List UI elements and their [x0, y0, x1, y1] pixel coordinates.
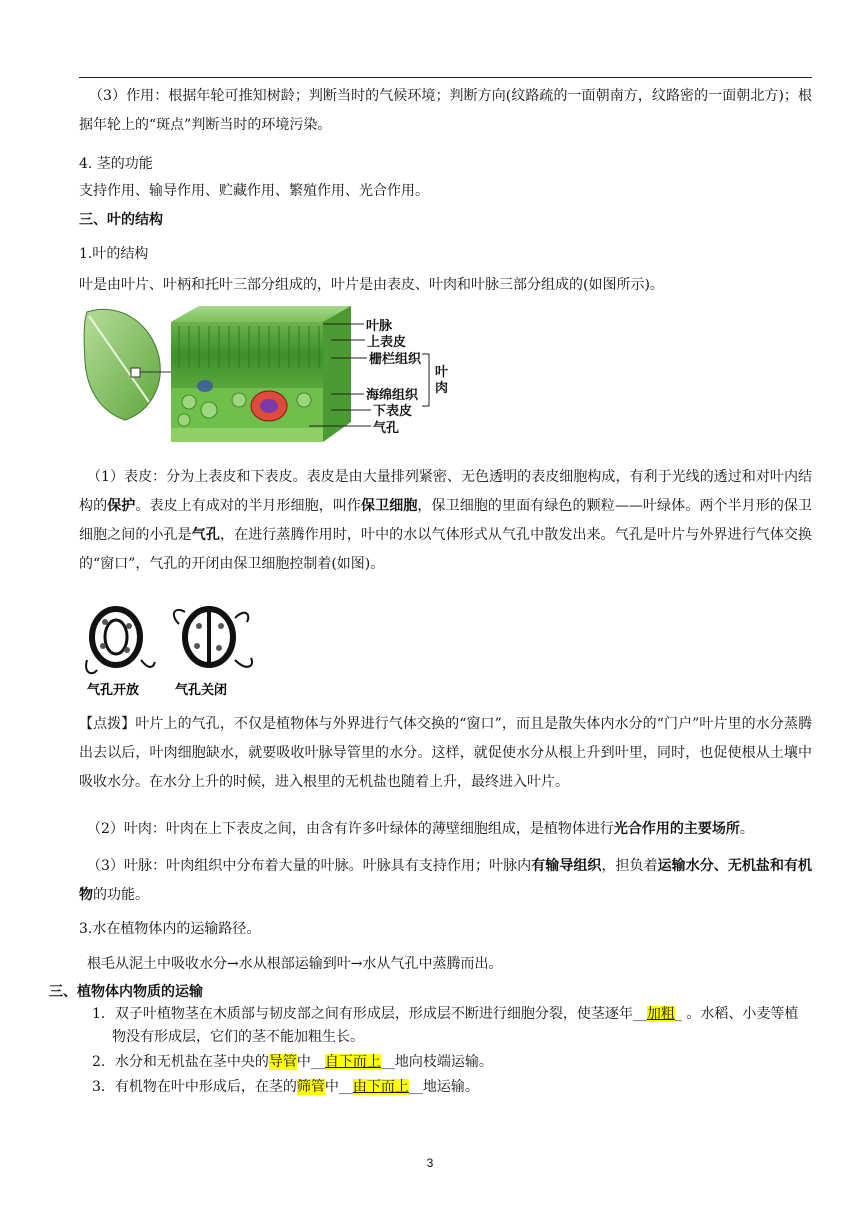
leaf-structure-intro: 叶是由叶片、叶柄和托叶三部分组成的，叶片是由表皮、叶肉和叶脉三部分组成的(如图所示)。	[79, 277, 664, 293]
answer-blank: 由下而上	[352, 1079, 409, 1095]
stem-usage-line1: （3）作用：根据年轮可推知树龄；判断当时的气候环境；判断方向(纹路疏的一面朝南方，纹路密的一面朝北方)；	[89, 88, 798, 104]
stoma-figure	[79, 600, 269, 700]
key-term: 筛管	[296, 1079, 325, 1095]
stem-function-text: 支持作用、输导作用、贮藏作用、繁殖作用、光合作用。	[79, 183, 429, 199]
label-palisade: 栅栏组织	[369, 352, 422, 367]
water-path-heading: 3.水在植物体内的运输路径。	[79, 921, 261, 937]
stoma-closed-icon	[174, 609, 252, 667]
answer-blank: 加粗	[646, 1006, 675, 1022]
label-spongy: 海绵组织	[366, 388, 419, 403]
page-number: 3	[426, 1156, 434, 1170]
stoma-closed-label: 气孔关闭	[175, 683, 228, 698]
arrow-icon: →	[350, 956, 363, 972]
water-path-text: 根毛从泥土中吸收水分→水从根部运输到叶→水从气孔中蒸腾而出。	[87, 956, 503, 972]
stoma-open-label: 气孔开放	[87, 683, 140, 698]
list-item: 1．双子叶植物茎在木质部与韧皮部之间有形成层，形成层不断进行细胞分裂，使茎逐年__加粗_ 。水稻、小麦等植物没有形成层，它们的茎不能加粗生长。	[92, 1006, 799, 1045]
stoma-open-icon	[86, 609, 155, 673]
leaf-structure-heading: 三、叶的结构	[79, 212, 163, 228]
transport-list	[79, 1003, 812, 1099]
leaf-structure-subheading: 1.叶的结构	[79, 246, 149, 262]
leaf-icon	[84, 309, 171, 420]
tip-paragraph: 【点拨】叶片上的气孔，不仅是植物体与外界进行气体交换的“窗口”，而且是散失体内水分的“门户”叶片里的水分蒸腾出去以后，叶肉细胞缺水，就要吸收叶脉导管里的水分。这样，就促使水分从根上升到叶里，同时，也促使根从土壤中吸收水分。在水分上升的时候，进入根里的无机盐也随着上升，最终进入叶片。	[79, 716, 812, 790]
list-item: 3．有机物在叶中形成后，在茎的筛管中__由下而上__地运输。	[92, 1079, 479, 1095]
epidermis-paragraph: （1）表皮：分为上表皮和下表皮。表皮是由大量排列紧密、无色透明的表皮细胞构成，有利于光线的透过和对叶内结构的保护。表皮上有成对的半月形细胞，叫作保卫细胞，保卫细胞的里面有绿色的颗粒——叶绿体。两个半月形的保卫细胞之间的小孔是气孔，在进行蒸腾作用时，叶中的水以气体形式从气孔中散发出来。气孔是叶片与外界进行气体交换的“窗口”，气孔的开闭由保卫细胞控制着(如图)。	[79, 469, 813, 572]
label-lower-epidermis: 下表皮	[373, 404, 413, 419]
answer-blank: 自下而上	[324, 1054, 381, 1070]
mesophyll-paragraph: （2）叶肉：叶肉在上下表皮之间，由含有许多叶绿体的薄壁细胞组成，是植物体进行光合作用的主要场所。	[87, 821, 754, 837]
leaf-block-icon	[171, 306, 351, 442]
transport-heading: 三、植物体内物质的运输	[49, 984, 203, 1000]
stem-usage-paragraph	[79, 82, 812, 140]
stem-usage-line2: 根据年轮上的“斑点”判断当时的环境污染。	[79, 88, 813, 133]
label-mesophyll-1: 叶	[435, 365, 449, 380]
stem-function-heading: 4. 茎的功能	[79, 156, 153, 172]
leaf-cross-section-figure	[79, 302, 469, 456]
label-upper-epidermis: 上表皮	[367, 335, 407, 350]
label-vein: 叶脉	[366, 319, 393, 334]
header-rule	[79, 77, 812, 78]
label-mesophyll-2: 肉	[435, 381, 449, 396]
key-term: 导管	[268, 1054, 297, 1070]
veins-paragraph: （3）叶脉：叶肉组织中分布着大量的叶脉。叶脉具有支持作用；叶脉内有输导组织，担负着运输水分、无机盐和有机物的功能。	[79, 858, 813, 903]
label-stoma: 气孔	[373, 421, 400, 436]
arrow-icon: →	[227, 956, 239, 972]
list-item: 2．水分和无机盐在茎中央的导管中__自下而上__地向枝端运输。	[92, 1054, 493, 1070]
